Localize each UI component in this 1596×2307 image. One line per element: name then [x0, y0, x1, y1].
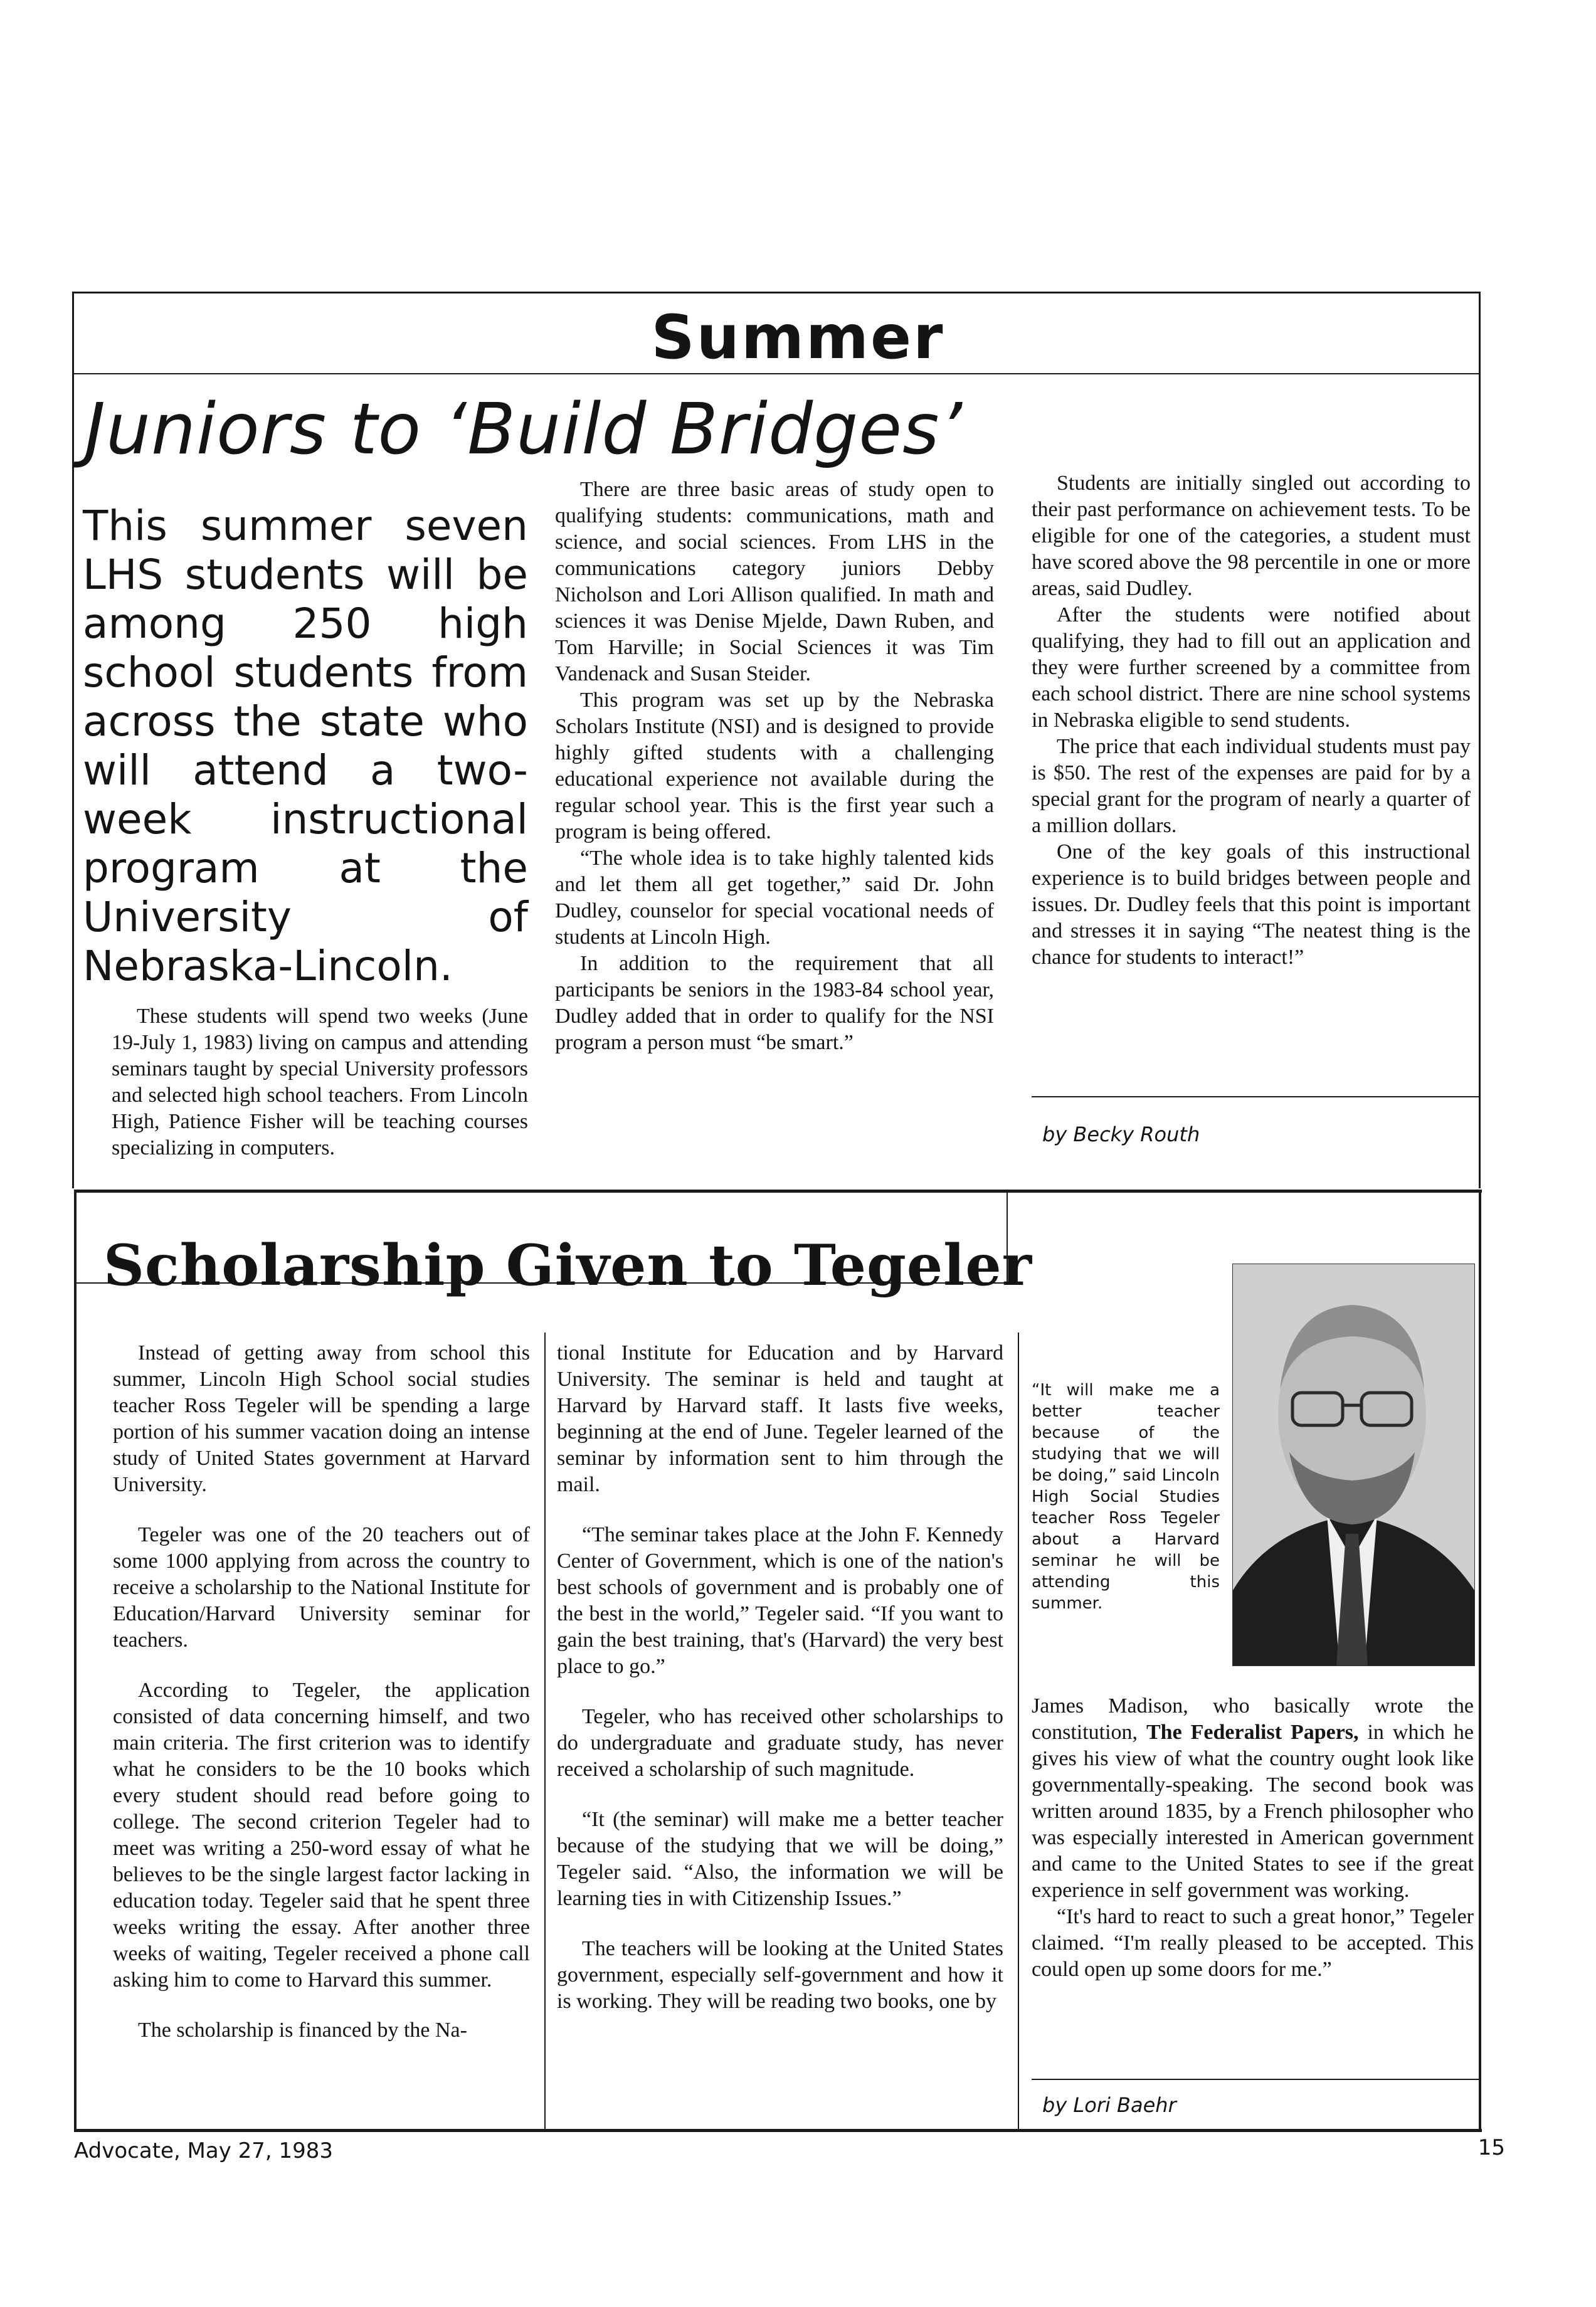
- paragraph: This program was set up by the Nebraska Scholars Institute (NSI) and is designed to provide highly gifted students with a challenging educational experience not available during the regular school year. This is the first year such a program is being offered.: [555, 689, 994, 843]
- page-number: 15: [1477, 2135, 1505, 2160]
- paragraph: After the students were notified about qualifying, they had to fill out an application and they were further screened by a committee from each school district. There are nine school systems in Nebraska eligible to send students.: [1032, 603, 1471, 732]
- box-left-rule: [74, 1190, 77, 2131]
- paragraph: According to Tegeler, the application consisted of data concerning himself, and two main criteria. The first criterion was to identify what he considers to be the 10 books which every student should read before going to college. The second criterion Tegeler had to meet was writing a 250-word essay of what he believes to be the single largest factor lacking in education today. Tegeler said that he spent three weeks writing the essay. After another three weeks of waiting, Tegeler received a phone call asking him to come to Harvard this summer.: [113, 1679, 530, 1992]
- story1-byline-rule: [1032, 1096, 1480, 1097]
- paragraph: The teachers will be looking at the United States government, especially self-government and how it is working. They will be reading two books, one by: [557, 1937, 1003, 2013]
- story2-headline: Scholarship Given to Tegeler: [103, 1232, 1033, 1299]
- book-title: The Federalist Papers,: [1146, 1721, 1359, 1744]
- story2-byline: by Lori Baehr: [1042, 2093, 1176, 2117]
- portrait-illustration: [1233, 1264, 1474, 1666]
- section-title: Summer: [651, 302, 945, 372]
- paragraph-rest: in which he gives his view of what the country ought look like governmentally-speaking. The second book was written around 1835, by a French philosopher who was especially interested in American government and came to the United States to see if the great experience in self government was working.: [1032, 1721, 1474, 1902]
- paragraph: The price that each individual students must pay is $50. The rest of the expenses are paid for by a special grant for the program of nearly a quarter of a million dollars.: [1032, 735, 1471, 837]
- photo-caption: “It will make me a better teacher because of the studying that we will be doing,” said Lincoln High Social Studies teacher Ross Tegeler about a Harvard seminar he will be attending this summer.: [1032, 1381, 1220, 1613]
- paragraph: The scholarship is financed by the Na-: [138, 2019, 467, 2042]
- paragraph: Instead of getting away from school this summer, Lincoln High School social studies teacher Ross Tegeler will be spending a large portion of his summer vacation doing an intense study of United States government at Harvard University.: [113, 1341, 530, 1496]
- paragraph: Tegeler, who has received other scholarships to do undergraduate and graduate study, has never received a scholarship of such magnitude.: [557, 1705, 1003, 1781]
- paragraph: “It's hard to react to such a great honor,” Tegeler claimed. “I'm really pleased to be accepted. This could open up some doors for me.”: [1032, 1905, 1474, 1981]
- paragraph-lead: James Madison, who basically wrote the constitution,: [1032, 1694, 1474, 1744]
- top-frame-top-rule: [72, 292, 1480, 293]
- story2-column-1: [113, 1340, 530, 2044]
- box-top-rule: [74, 1190, 1482, 1193]
- paragraph: Tegeler was one of the 20 teachers out of some 1000 applying from across the country to receive a scholarship to the National Institute for Education/Harvard University seminar for teachers.: [113, 1523, 530, 1652]
- paragraph: “The whole idea is to take highly talented kids and let them all get together,” said Dr. John Dudley, counselor for special vocational needs of students at Lincoln High.: [555, 847, 994, 949]
- story1-column-3: [1032, 470, 1471, 971]
- paragraph: One of the key goals of this instructional experience is to build bridges between people and issues. Dr. Dudley feels that this point is important and stresses it in saying “The neatest thing is the chance for students to interact!”: [1032, 840, 1471, 969]
- story2-byline-rule: [1032, 2079, 1480, 2080]
- story2-column-2: [557, 1340, 1003, 2015]
- paragraph: These students will spend two weeks (June 19-July 1, 1983) living on campus and attending seminars taught by special University professors and selected high school teachers. From Lincoln High, Patience Fisher will be teaching courses specializing in computers.: [112, 1005, 528, 1159]
- story1-column-1: [112, 1003, 528, 1161]
- column-divider-1: [544, 1333, 546, 2132]
- paragraph: “It (the seminar) will make me a better teacher because of the studying that we will be doing,” Tegeler said. “Also, the information we will be learning ties in with Citizenship Issues.”: [557, 1808, 1003, 1910]
- top-frame-right-rule: [1479, 292, 1481, 1188]
- column-divider-2: [1018, 1333, 1019, 2132]
- paragraph: [1032, 1693, 1474, 1904]
- paragraph: Students are initially singled out according to their past performance on achievement tests. To be eligible for one of the categories, a student must have scored above the 98 percentile in one or more areas, said Dudley.: [1032, 472, 1471, 600]
- story-headline: Juniors to ‘Build Bridges’: [85, 389, 963, 470]
- story1-byline: by Becky Routh: [1042, 1122, 1200, 1146]
- teacher-portrait-photo: [1232, 1264, 1475, 1666]
- story-deck: This summer seven LHS students will be among 250 high school students from across the state who will attend a two-week instructional program at the University of Nebraska-Lincoln.: [83, 502, 528, 990]
- paragraph: “The seminar takes place at the John F. Kennedy Center of Government, which is one of the nation's best schools of government and is probably one of the best in the world,” Tegeler said. “If you want to gain the best training, that's (Harvard) the very best place to go.”: [557, 1523, 1003, 1678]
- box-bottom-rule: [74, 2129, 1482, 2132]
- top-frame-left-rule: [72, 292, 74, 1188]
- box-right-rule: [1479, 1190, 1481, 2131]
- section-head-underline: [72, 373, 1480, 374]
- story1-column-2: [555, 477, 994, 1056]
- paragraph: tional Institute for Education and by Harvard University. The seminar is held and taught at Harvard by Harvard staff. It lasts five weeks, beginning at the end of June. Tegeler learned of the seminar by information sent to him through the mail.: [557, 1341, 1003, 1496]
- story2-column-3: [1032, 1693, 1474, 1983]
- publication-date: Advocate, May 27, 1983: [74, 2138, 334, 2163]
- paragraph: In addition to the requirement that all participants be seniors in the 1983-84 school year, Dudley added that in order to qualify for the NSI program a person must “be smart.”: [555, 952, 994, 1054]
- paragraph: There are three basic areas of study open to qualifying students: communications, math and science, and social sciences. From LHS in the communications category juniors Debby Nicholson and Lori Allison qualified. In math and sciences it was Denise Mjelde, Dawn Ruben, and Tom Harville; in Social Sciences it was Tim Vandenack and Susan Steider.: [555, 478, 994, 685]
